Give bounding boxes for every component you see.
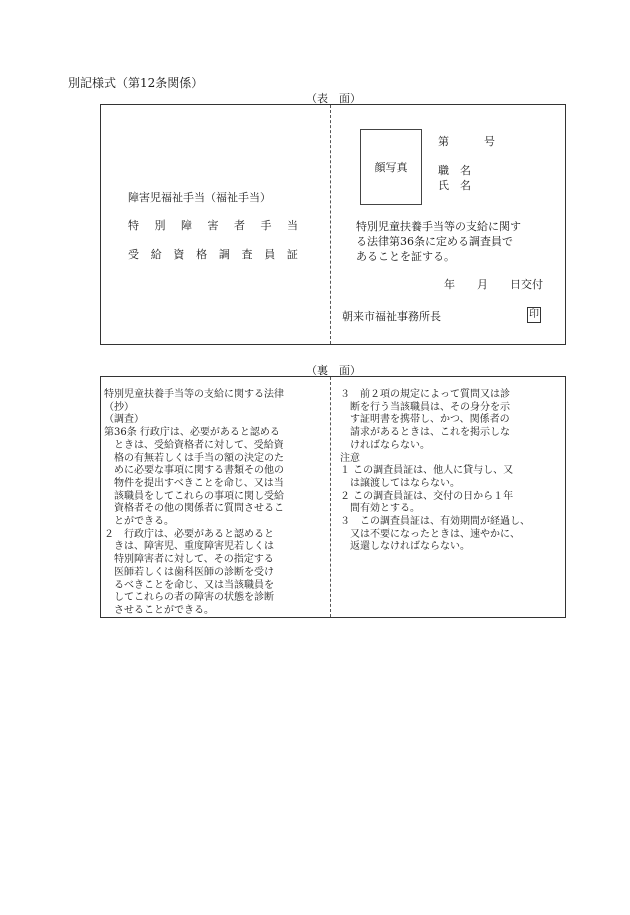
card-title-line2: [128, 218, 298, 234]
law-text-line: 間有効とする。: [340, 503, 420, 515]
form-heading: 別記様式（第12条関係）: [68, 76, 204, 90]
seal-mark: 印: [527, 307, 541, 323]
title-char: 害: [207, 219, 219, 232]
title-char: 査: [241, 248, 253, 261]
law-text-line: ときは、受給資格者に対して、受給資: [104, 439, 284, 451]
title-char: 手: [260, 219, 272, 232]
title-char: 特: [128, 219, 139, 232]
law-text-line: させることができる。: [104, 604, 214, 616]
law-excerpt-left: [104, 389, 284, 618]
title-char: 証: [286, 248, 298, 261]
law-text-line: （抄）: [104, 401, 134, 413]
title-char: 障: [181, 219, 192, 232]
law-text-line: るべきことを命じ、又は当該職員を: [104, 579, 274, 591]
photo-label: 顔写真: [374, 161, 408, 174]
front-label: （表 面）: [306, 92, 361, 105]
issue-date: 年 月 日交付: [444, 278, 543, 291]
law-text-line: 格の有無若しくは手当の額の決定のた: [104, 452, 284, 464]
front-divider: [330, 105, 331, 344]
title-char: 者: [234, 219, 245, 232]
law-text-line: 物件を提出すべきことを命じ、又は当: [104, 477, 284, 489]
title-char: 員: [264, 248, 276, 261]
law-text-line: ければならない。: [340, 439, 430, 451]
law-text-line: 断を行う当該職員は、その身分を示: [340, 401, 510, 413]
law-text-line: 資格者その他の関係者に質問させるこ: [104, 503, 284, 515]
law-text-line: １ この調査員証は、他人に貸与し、又: [340, 465, 514, 477]
card-title-line3: [128, 247, 298, 263]
title-char: 当: [287, 219, 298, 232]
law-excerpt-right: [340, 389, 530, 554]
title-char: 別: [154, 219, 166, 232]
law-text-line: ２ 行政庁は、必要があると認めると: [104, 528, 274, 540]
certification-text: [356, 219, 521, 264]
law-text-line: 第36条 行政庁は、必要があると認める: [104, 427, 280, 439]
number-prefix: 第: [438, 135, 449, 148]
title-char: 受: [128, 248, 139, 261]
title-char: 給: [150, 248, 162, 261]
law-text-line: ３ この調査員証は、有効期間が経過し、: [340, 516, 530, 528]
law-text-line: 特別児童扶養手当等の支給に関する法律: [104, 389, 284, 400]
card-title-line1: 障害児福祉手当（福祉手当）: [128, 191, 271, 204]
law-text-line: は譲渡してはならない。: [340, 477, 460, 489]
photo-box: [360, 129, 422, 205]
law-text-line: 特別障害者に対して、その指定する: [104, 554, 274, 566]
name-label: 氏 名: [438, 179, 471, 192]
law-text-line: めに必要な事項に関する書類その他の: [104, 465, 284, 477]
title-char: 格: [196, 248, 208, 261]
law-text-line: （調査）: [104, 414, 144, 426]
law-text-line: 又は不要になったときは、速やかに、: [340, 528, 520, 540]
certification-line: る法律第36条に定める調査員で: [356, 235, 513, 248]
law-text-line: 該職員をしてこれらの事項に関し受給: [104, 490, 284, 502]
law-text-line: ２ この調査員証は、交付の日から１年: [340, 490, 514, 502]
law-text-line: きは、障害児、重度障害児若しくは: [104, 541, 274, 553]
back-divider: [330, 377, 331, 617]
law-text-line: 注意: [340, 452, 360, 464]
law-text-line: 医師若しくは歯科医師の診断を受け: [104, 566, 274, 578]
title-char: 資: [173, 248, 185, 261]
position-label: 職 名: [438, 164, 471, 177]
certification-line: 特別児童扶養手当等の支給に関す: [356, 220, 521, 233]
issuer-name: 朝来市福祉事務所長: [342, 310, 441, 323]
law-text-line: 請求があるときは、これを掲示しな: [340, 427, 510, 439]
certification-line: あることを証する。: [356, 250, 455, 263]
title-char: 調: [218, 248, 230, 261]
law-text-line: してこれらの者の障害の状態を診断: [104, 592, 274, 604]
law-text-line: ３ 前２項の規定によって質問又は診: [340, 389, 510, 400]
back-label: （裏 面）: [306, 364, 361, 377]
law-text-line: とができる。: [104, 516, 174, 528]
number-suffix: 号: [484, 135, 495, 148]
law-text-line: 返還しなければならない。: [340, 541, 470, 553]
law-text-line: す証明書を携帯し、かつ、関係者の: [340, 414, 510, 426]
